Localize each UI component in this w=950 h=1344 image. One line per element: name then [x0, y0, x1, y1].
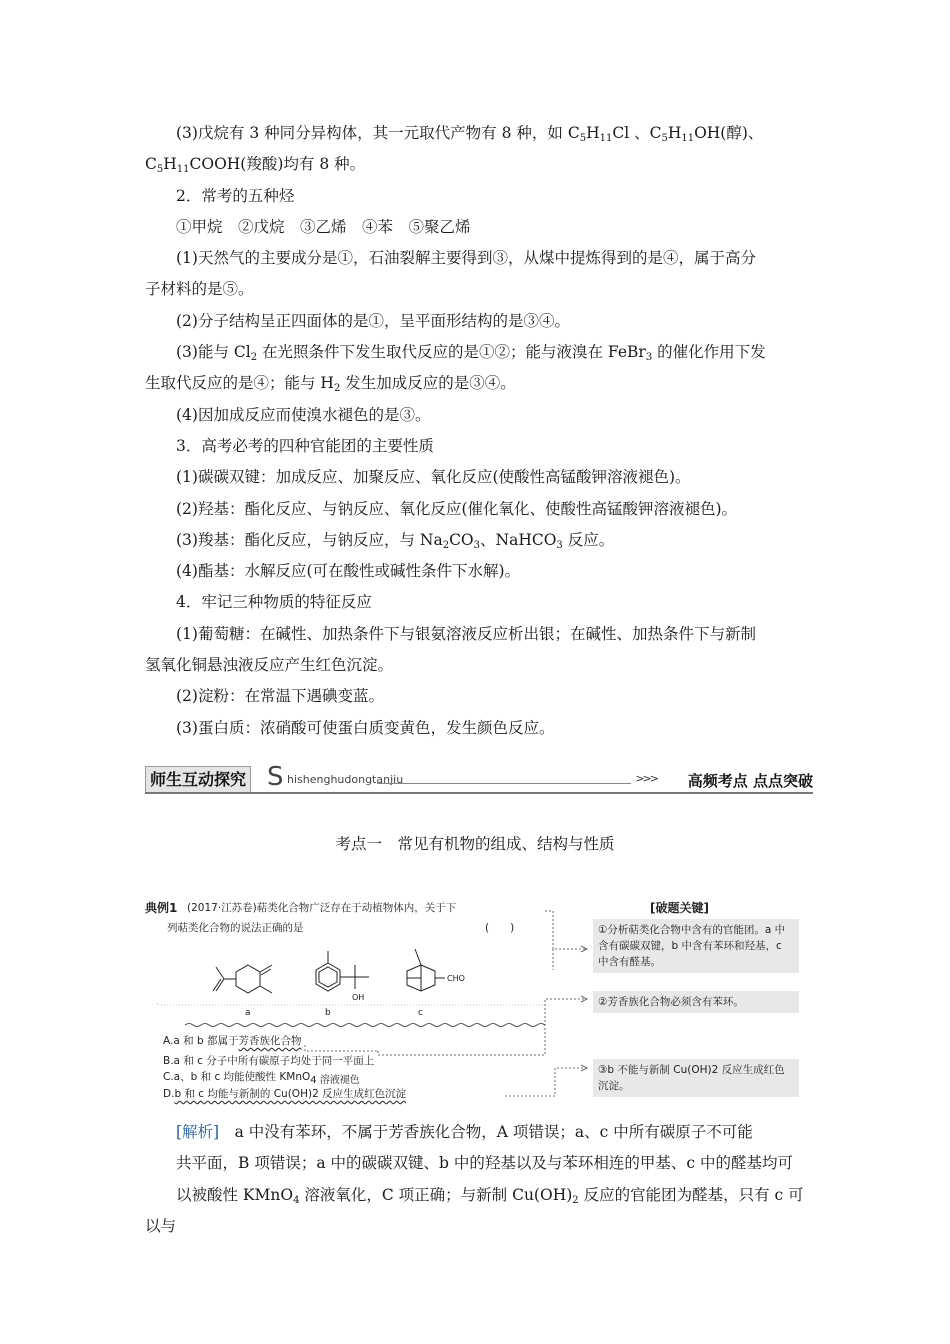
paragraph: 子材料的是⑤。 [145, 280, 254, 299]
paragraph: (3)羧基：酯化反应，与钠反应，与 $Na_2CO_3$、NaHCO$_3$ 反应。 [176, 530, 615, 551]
label-b: b [325, 1008, 331, 1018]
banner-pinyin: hishenghudongtanjiu [287, 773, 404, 786]
paragraph: (3)能与 $Cl_2$ 在光照条件下发生取代反应的是①②；能与液溴在 FeBr$_3$ 的催化作用下发 [176, 343, 766, 364]
paragraph: (2)分子结构呈正四面体的是①，呈平面形结构的是③④。 [176, 311, 570, 330]
example-label: 典例1 [145, 901, 178, 915]
option-d: D.b 和 c 均能与新制的 Cu(OH)2 反应生成红色沉淀 [163, 1088, 407, 1100]
paragraph: 4．牢记三种物质的特征反应 [176, 593, 372, 612]
question-line-2: 列萜类化合物的说法正确的是 [167, 922, 304, 934]
paragraph: (2)淀粉：在常温下遇碘变蓝。 [176, 687, 384, 706]
label-oh: OH [352, 993, 365, 1002]
option-a: A.a 和 b 都属于芳香族化合物 [163, 1035, 302, 1047]
analysis-line: [解析] a 中没有苯环，不属于芳香族化合物，A 项错误；a、c 中所有碳原子不可能 [176, 1123, 753, 1141]
analysis-line: 共平面，B 项错误；a 中的碳碳双键、b 中的羟基以及与苯环相连的甲基、c 中的醛基均可 [176, 1154, 793, 1173]
banner-underline [145, 792, 813, 794]
banner-letter: S [267, 762, 284, 792]
paragraph: 2．常考的五种烃 [176, 186, 295, 205]
paragraph: (4)酯基：水解反应(可在酸性或碱性条件下水解)。 [176, 562, 521, 581]
analysis-line: 以被酸性 KMnO$_4$ 溶液氧化，C 项正确；与新制 $Cu(OH)_2$ 反应的官能团为醛基，只有 c 可以与 [145, 1185, 804, 1235]
question-line-1: (2017·江苏卷)萜类化合物广泛存在于动植物体内，关于下 [187, 902, 457, 914]
structure-a [213, 965, 272, 993]
paragraph: 生取代反应的是④；能与 $H_2$ 发生加成反应的是③④。 [145, 374, 516, 395]
paragraph: $C_5H_{11}COOH$(羧酸)均有 8 种。 [145, 155, 366, 176]
paragraph: (1)葡萄糖：在碱性、加热条件下与银氨溶液反应析出银；在碱性、加热条件下与新制 [176, 624, 756, 643]
structure-b [316, 951, 369, 991]
answer-paren: ( ) [485, 922, 515, 934]
label-c: c [418, 1008, 423, 1018]
label-a: a [245, 1008, 251, 1018]
text-body [145, 118, 813, 744]
paragraph: (4)因加成反应而使溴水褪色的是③。 [176, 405, 431, 424]
paragraph: (2)羟基：酯化反应、与钠反应、氧化反应(催化氧化、使酸性高锰酸钾溶液褪色)。 [176, 499, 738, 518]
paragraph: (3)蛋白质：浓硝酸可使蛋白质变黄色，发生颜色反应。 [176, 718, 555, 737]
paragraph: ①甲烷 ②戊烷 ③乙烯 ④苯 ⑤聚乙烯 [176, 217, 471, 236]
paragraph: (1)天然气的主要成分是①，石油裂解主要得到③，从煤中提炼得到的是④，属于高分 [176, 249, 756, 268]
hint-3: ③b 不能与新制 Cu(OH)2 反应生成红色沉淀。 [593, 1059, 799, 1097]
option-b: B.a 和 c 分子中所有碳原子均处于同一平面上 [163, 1055, 375, 1067]
analysis [145, 1117, 813, 1242]
example-block [145, 895, 813, 1110]
banner-arrows: >>> [635, 772, 657, 785]
structure-c [407, 949, 445, 991]
hint-title: [破题关键] [650, 901, 709, 915]
paragraph: (1)碳碳双键：加成反应、加聚反应、氧化反应(使酸性高锰酸钾溶液褪色)。 [176, 468, 691, 487]
hint-1: ①分析萜类化合物中含有的官能团。a 中含有碳碳双键，b 中含有苯环和羟基，c 中含有醛基。 [593, 919, 799, 973]
paragraph: 3．高考必考的四种官能团的主要性质 [176, 436, 434, 455]
paragraph: 氢氧化铜悬浊液反应产生红色沉淀。 [145, 656, 394, 675]
option-c: C.a、b 和 c 均能使酸性 KMnO$_{4 溶液褪色}$ [163, 1071, 360, 1086]
label-cho: CHO [447, 974, 465, 983]
hint-2: ②芳香族化合物必须含有苯环。 [593, 991, 799, 1013]
section-title: 考点一 常见有机物的组成、结构与性质 [335, 835, 615, 853]
banner-tag: 师生互动探究 [145, 766, 251, 794]
section-banner [145, 764, 813, 794]
banner-subtitle: 高频考点 点点突破 [687, 772, 813, 790]
structure-diagrams [203, 939, 493, 1019]
paragraph: (3)戊烷有 3 种同分异构体，其一元取代产物有 8 种，如 $C_5H_{11}Cl$ 、$C_5H_{11}OH$(醇)、 [176, 124, 764, 144]
banner-rule [377, 783, 631, 784]
